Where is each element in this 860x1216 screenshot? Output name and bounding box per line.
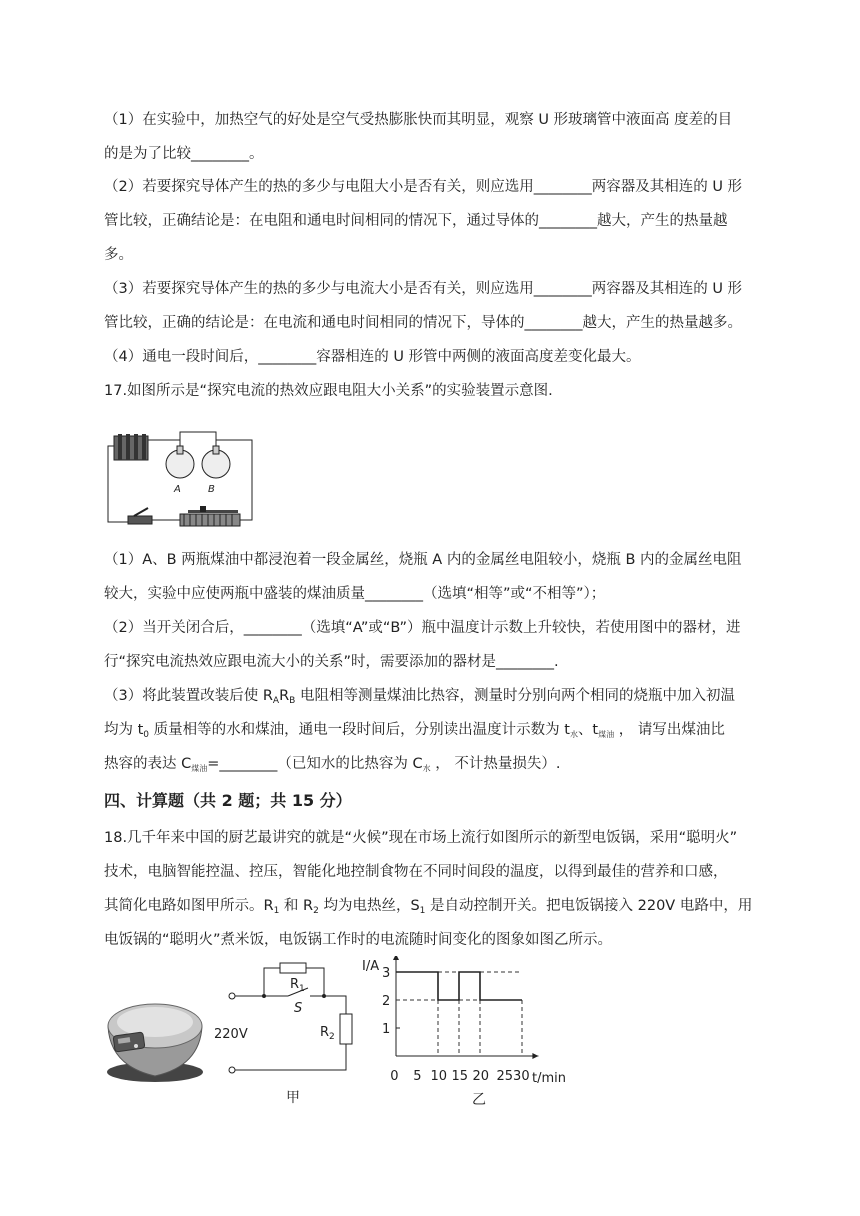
rheostat-icon <box>180 506 240 526</box>
q17-part2-line1: （2）当开关闭合后，________（选填“A”或“B”）瓶中温度计示数上升较快，若使用图中的器材，进 <box>104 620 741 636</box>
r1-label: $R_1$ <box>290 977 305 994</box>
y-axis-label: I/A <box>362 959 380 974</box>
q17-part3-line2: 均为 $t_0$ 质量相等的水和煤油，通电一段时间后，分别读出温度计示数为 $t_水$、$t_{煤油}$ ， 请写出煤油比 <box>104 722 725 740</box>
switch-icon <box>128 508 152 524</box>
x-tick-label: 20 <box>472 1069 490 1084</box>
flask-b-icon <box>202 432 230 478</box>
q16-part1-line1: （1）在实验中，加热空气的好处是空气受热膨胀快而其明显，观察 U 形玻璃管中液面高 度差的目 <box>104 112 733 128</box>
q17-title: 17.如图所示是“探究电流的热效应跟电阻大小关系”的实验装置示意图. <box>104 383 553 399</box>
resistor-r1-icon <box>280 963 306 973</box>
x-tick-label: 0 <box>390 1069 399 1084</box>
circuit-diagram <box>206 958 366 1108</box>
flask-a-label: A <box>174 484 181 495</box>
current-step-line <box>396 972 522 1000</box>
x-tick-label: 10 <box>430 1069 448 1084</box>
y-tick-label: 2 <box>382 994 391 1009</box>
q18-line3: 其简化电路如图甲所示。$R_1$ 和 $R_2$ 均为电热丝，$S_1$ 是自动控制开关。把电饭锅接入 220V 电路中，用 <box>104 898 753 916</box>
rice-cooker-image <box>100 996 210 1084</box>
q17-part2-line2: 行“探究电流热效应跟电流大小的关系”时，需要添加的器材是________. <box>104 654 559 670</box>
q17-part1-line1: （1）A、B 两瓶煤油中都浸泡着一段金属丝，烧瓶 A 内的金属丝电阻较小，烧瓶 B 内的金属丝电阻 <box>104 552 742 568</box>
q16-part1-line2: 的是为了比较________。 <box>104 146 264 162</box>
voltage-label: 220V <box>214 1027 248 1042</box>
q18-line4: 电饭锅的“聪明火”煮米饭，电饭锅工作时的电流随时间变化的图象如图乙所示。 <box>104 932 613 948</box>
graph-caption: 乙 <box>472 1092 486 1108</box>
x-tick-label: 5 <box>413 1069 422 1084</box>
q18-line1: 18.几千年来中国的厨艺最讲究的就是“火候”现在市场上流行如图所示的新型电饭锅，采用“聪明火” <box>104 830 738 846</box>
q16-part4: （4）通电一段时间后，________容器相连的 U 形管中两侧的液面高度差变化最大。 <box>104 349 641 365</box>
resistor-r2-icon <box>340 1014 352 1044</box>
flask-a-icon <box>166 432 194 478</box>
q18-line2: 技术，电脑智能控温、控压，智能化地控制食物在不同时间段的温度，以得到最佳的营养和口感， <box>104 864 728 880</box>
current-time-graph <box>360 956 600 1110</box>
y-axis-arrow <box>393 956 399 960</box>
battery-icon <box>114 434 148 460</box>
x-axis-label: t/min <box>532 1071 566 1086</box>
q17-part3-line3: 热容的表达 $C_{煤油}=\_\_\_\_\_\_\_\_$（已知水的比热容为 $C_水$ ， 不计热量损失）. <box>104 756 561 773</box>
q16-part3-line2: 管比较，正确的结论是：在电流和通电时间相同的情况下，导体的________越大，产生的热量越多。 <box>104 315 742 331</box>
r2-label: $R_2$ <box>320 1025 335 1042</box>
x-axis-arrow <box>532 1053 538 1059</box>
y-tick-label: 1 <box>382 1022 391 1037</box>
flask-b-label: B <box>208 484 215 495</box>
x-tick-label: 2530 <box>496 1069 530 1084</box>
q17-apparatus-figure <box>104 428 260 532</box>
q16-part2-line2: 管比较，正确结论是：在电阻和通电时间相同的情况下，通过导体的________越大，产生的热量越 <box>104 213 728 229</box>
q16-part2-line3: 多。 <box>104 247 133 263</box>
circuit-caption: 甲 <box>286 1090 300 1106</box>
section-heading: 四、计算题（共 2 题；共 15 分） <box>104 791 352 810</box>
x-tick-label: 15 <box>451 1069 469 1084</box>
q16-part3-line1: （3）若要探究导体产生的热的多少与电流大小是否有关，则应选用________两容器及其相连的 U 形 <box>104 281 743 297</box>
switch-label: S <box>294 1001 303 1016</box>
q17-part1-line2: 较大，实验中应使两瓶中盛装的煤油质量________（选填“相等”或“不相等”）； <box>104 586 606 602</box>
y-tick-label: 3 <box>382 966 391 981</box>
q16-part2-line1: （2）若要探究导体产生的热的多少与电阻大小是否有关，则应选用________两容器及其相连的 U 形 <box>104 179 743 195</box>
q17-part3-line1: （3）将此装置改装后使 $R_AR_B$ 电阻相等测量煤油比热容，测量时分别向两个相同的烧瓶中加入初温 <box>104 688 735 706</box>
